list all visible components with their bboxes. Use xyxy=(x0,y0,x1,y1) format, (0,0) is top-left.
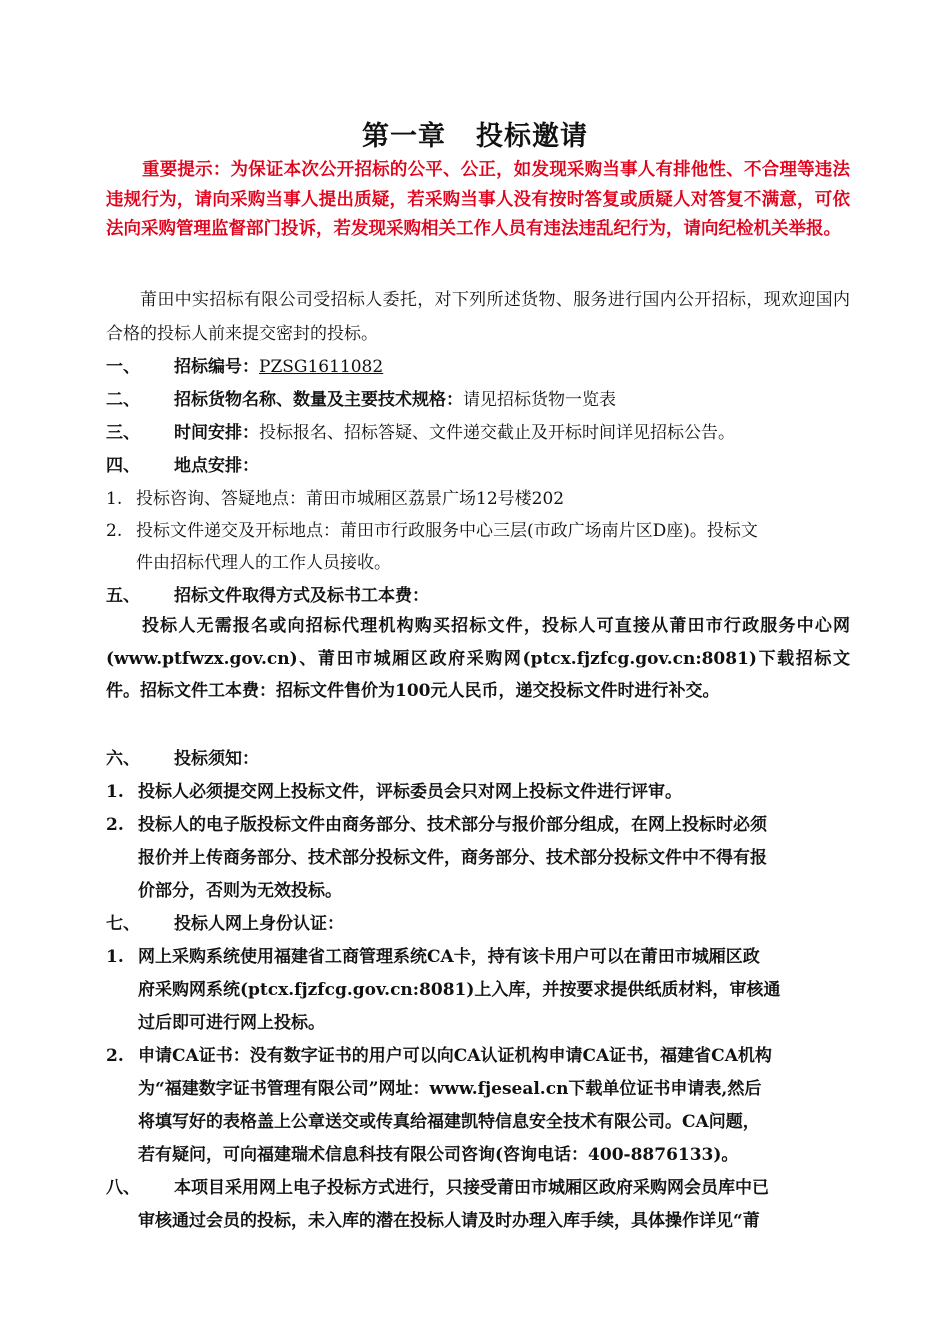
notice-item xyxy=(106,810,767,835)
section-5-body: 投标人无需报名或向招标代理机构购买招标文件，投标人可直接从莆田市行政服务中心网(www.ptfwzx.gov.cn)、莆田市城厢区政府采购网(ptcx.fjzfcg.gov.cn:8081)下载招标文件。招标文件工本费：招标文件售价为100元人民币，递交投标文件时进行补交。 xyxy=(106,616,850,701)
section-4-label: 地点安排： xyxy=(174,456,259,476)
auth-item xyxy=(106,1041,772,1066)
section-2 xyxy=(106,385,616,410)
location-item-number: 1. xyxy=(106,489,123,509)
notice-item-text: 投标人必须提交网上投标文件，评标委员会只对网上投标文件进行评审。 xyxy=(138,782,682,802)
auth-item-number: 1. xyxy=(106,947,124,967)
section-1-number: 一、 xyxy=(106,357,140,377)
auth-item-continuation: 府采购网系统(ptcx.fjzfcg.gov.cn:8081)上入库，并按要求提供纸质材料，审核通 xyxy=(138,980,781,1000)
tender-number: PZSG1611082 xyxy=(259,357,384,377)
section-8 xyxy=(106,1173,769,1198)
auth-item-continuation: 将填写好的表格盖上公章送交或传真给福建凯特信息安全技术有限公司。CA问题， xyxy=(138,1112,760,1132)
section-5-number: 五、 xyxy=(106,586,140,606)
auth-item xyxy=(106,942,760,967)
section-7-number: 七、 xyxy=(106,914,140,934)
section-3-value: 投标报名、招标答疑、文件递交截止及开标时间详见招标公告。 xyxy=(259,423,735,443)
section-5 xyxy=(106,581,429,606)
chapter-title xyxy=(0,114,950,153)
section-4-number: 四、 xyxy=(106,456,140,476)
auth-item-continuation: 过后即可进行网上投标。 xyxy=(138,1013,325,1033)
location-item-text: 投标咨询、答疑地点：莆田市城厢区荔景广场12号楼202 xyxy=(136,489,565,509)
section-6 xyxy=(106,744,259,769)
auth-item-continuation: 若有疑问，可向福建瑞术信息科技有限公司咨询(咨询电话：400-8876133)。 xyxy=(138,1145,739,1165)
notice-item-continuation: 报价并上传商务部分、技术部分投标文件，商务部分、技术部分投标文件中不得有报 xyxy=(138,848,767,868)
section-1 xyxy=(106,352,383,377)
notice-item xyxy=(106,777,682,802)
section-4 xyxy=(106,451,259,476)
chapter-name: 投标邀请 xyxy=(476,121,588,152)
section-8-continuation: 审核通过会员的投标，未入库的潜在投标人请及时办理入库手续，具体操作详见“莆 xyxy=(138,1211,760,1231)
section-2-label: 招标货物名称、数量及主要技术规格： xyxy=(174,390,463,410)
section-7 xyxy=(106,909,344,934)
chapter-number: 第一章 xyxy=(362,121,446,152)
intro-paragraph: 莆田中实招标有限公司受招标人委托，对下列所述货物、服务进行国内公开招标，现欢迎国内合格的投标人前来提交密封的投标。 xyxy=(106,290,850,344)
notice-item-text: 投标人的电子版投标文件由商务部分、技术部分与报价部分组成，在网上投标时必须 xyxy=(138,815,767,835)
section-7-label: 投标人网上身份认证： xyxy=(174,914,344,934)
auth-item-text: 申请CA证书：没有数字证书的用户可以向CA认证机构申请CA证书，福建省CA机构 xyxy=(138,1046,772,1066)
auth-item-continuation: 为“福建数字证书管理有限公司”网址：www.fjeseal.cn下载单位证书申请表,然后 xyxy=(138,1079,762,1099)
location-item-continuation: 件由招标代理人的工作人员接收。 xyxy=(136,553,391,573)
location-item-number: 2. xyxy=(106,521,123,541)
section-5-label: 招标文件取得方式及标书工本费： xyxy=(174,586,429,606)
notice-item-number: 1. xyxy=(106,782,124,802)
section-6-label: 投标须知： xyxy=(174,749,259,769)
notice-item-continuation: 价部分，否则为无效投标。 xyxy=(138,881,342,901)
section-2-number: 二、 xyxy=(106,390,140,410)
notice-text: 重要提示：为保证本次公开招标的公平、公正，如发现采购当事人有排他性、不合理等违法违规行为，请向采购当事人提出质疑，若采购当事人没有按时答复或质疑人对答复不满意，可依法向采购管理监督部门投诉，若发现采购相关工作人员有违法违乱纪行为，请向纪检机关举报。 xyxy=(106,160,850,239)
section-3-label: 时间安排： xyxy=(174,423,259,443)
section-1-label: 招标编号： xyxy=(174,357,259,377)
auth-item-text: 网上采购系统使用福建省工商管理系统CA卡，持有该卡用户可以在莆田市城厢区政 xyxy=(138,947,760,967)
section-8-number: 八、 xyxy=(106,1178,140,1198)
important-notice xyxy=(106,156,850,245)
location-item xyxy=(106,516,758,541)
section-3 xyxy=(106,418,735,443)
location-item xyxy=(106,484,564,509)
section-8-text: 本项目采用网上电子投标方式进行，只接受莆田市城厢区政府采购网会员库中已 xyxy=(174,1178,769,1198)
section-3-number: 三、 xyxy=(106,423,140,443)
auth-item-number: 2. xyxy=(106,1046,124,1066)
section-6-number: 六、 xyxy=(106,749,140,769)
notice-item-number: 2. xyxy=(106,815,124,835)
location-item-text: 投标文件递交及开标地点：莆田市行政服务中心三层(市政广场南片区D座)。投标文 xyxy=(136,521,758,541)
section-2-value: 请见招标货物一览表 xyxy=(463,390,616,410)
